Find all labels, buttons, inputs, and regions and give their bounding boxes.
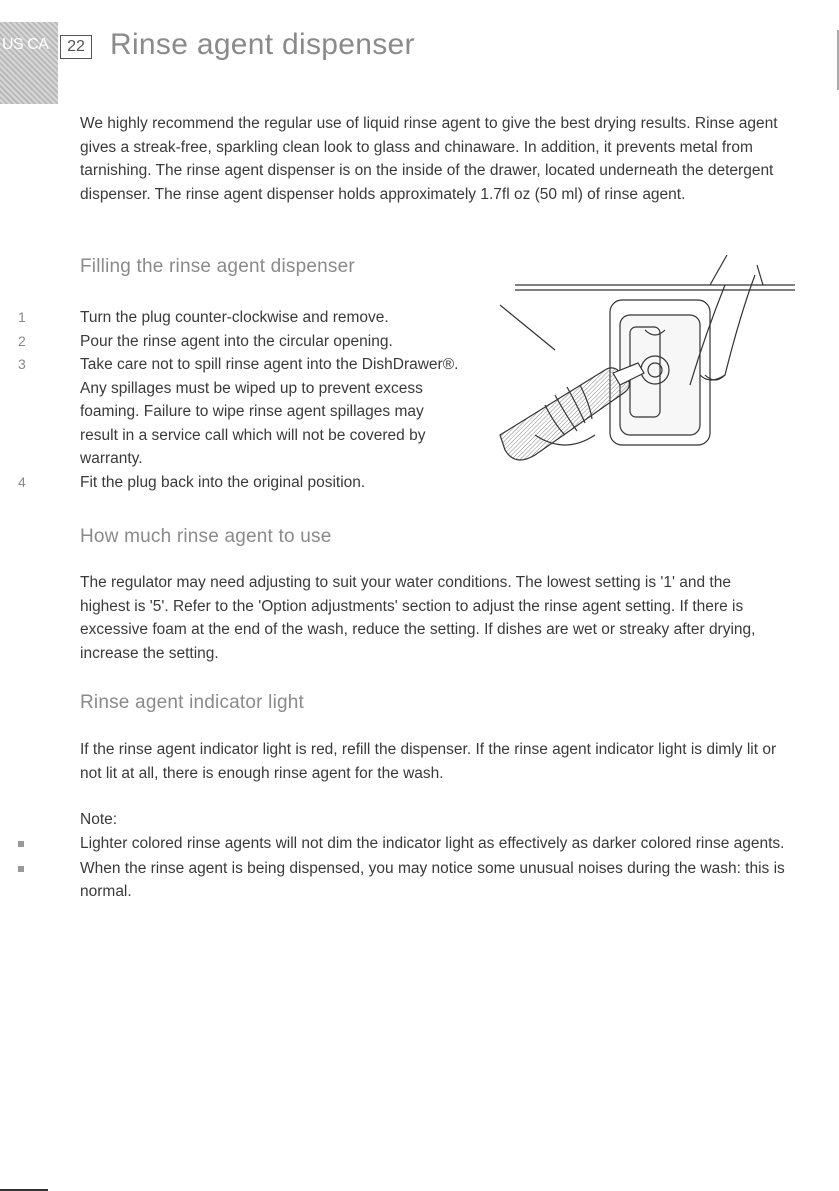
step-item bbox=[0, 471, 470, 495]
indicator-paragraph: If the rinse agent indicator light is red, refill the dispenser. If the rinse agent indicator light is dimly lit or not lit at all, there is enough rinse agent for the wash. bbox=[80, 741, 777, 782]
step-number: 2 bbox=[18, 332, 26, 349]
bullet-icon bbox=[18, 866, 24, 872]
page-number: 22 bbox=[60, 35, 92, 59]
page-title: Rinse agent dispenser bbox=[110, 28, 415, 61]
how-much-heading: How much rinse agent to use bbox=[80, 526, 332, 547]
note-text: When the rinse agent is being dispensed, you may notice some unusual noises during the wash: this is normal. bbox=[80, 859, 785, 900]
filling-steps bbox=[0, 306, 470, 494]
step-text: Pour the rinse agent into the circular opening. bbox=[80, 332, 393, 350]
step-item bbox=[0, 306, 470, 330]
step-item bbox=[0, 330, 470, 354]
step-number: 3 bbox=[18, 356, 26, 372]
filling-heading: Filling the rinse agent dispenser bbox=[80, 256, 355, 277]
step-text: Fit the plug back into the original position. bbox=[80, 473, 366, 491]
notes-list bbox=[0, 832, 790, 905]
intro-paragraph: We highly recommend the regular use of liquid rinse agent to give the best drying results. Rinse agent gives a streak-free, sparkling clean look to glass and chinaware. In addition, it prevents metal from tarnishing. The rinse agent dispenser is on the inside of the drawer, located underneath the detergent dispenser. The rinse agent dispenser holds approximately 1.7fl oz (50 ml) of rinse agent. bbox=[80, 115, 778, 203]
step-number: 1 bbox=[18, 309, 26, 325]
bullet-icon bbox=[18, 841, 24, 847]
note-label: Note: bbox=[80, 811, 118, 828]
note-text: Lighter colored rinse agents will not dim the indicator light as effectively as darker colored rinse agents. bbox=[80, 835, 785, 852]
step-text: Turn the plug counter-clockwise and remove. bbox=[80, 309, 389, 326]
rinse-agent-pouring-illustration bbox=[495, 255, 795, 470]
locale-tab bbox=[0, 22, 58, 104]
step-item bbox=[0, 353, 460, 471]
locale-label: US CA bbox=[2, 36, 49, 53]
step-number: 4 bbox=[18, 473, 26, 490]
step-text: Take care not to spill rinse agent into the DishDrawer®. Any spillages must be wiped up to prevent excess foaming. Failure to wipe rinse agent spillages may result in a service call which will not be covered by warranty. bbox=[80, 356, 459, 467]
how-much-paragraph: The regulator may need adjusting to suit your water conditions. The lowest setting is '1' and the highest is '5'. Refer to the 'Option adjustments' section to adjust the rinse agent setting. If there is excessive foam at the end of the wash, reduce the setting. If dishes are wet or streaky after drying, increase the setting. bbox=[80, 574, 756, 662]
indicator-heading: Rinse agent indicator light bbox=[80, 692, 305, 713]
note-item bbox=[0, 832, 790, 856]
note-item bbox=[0, 857, 790, 904]
